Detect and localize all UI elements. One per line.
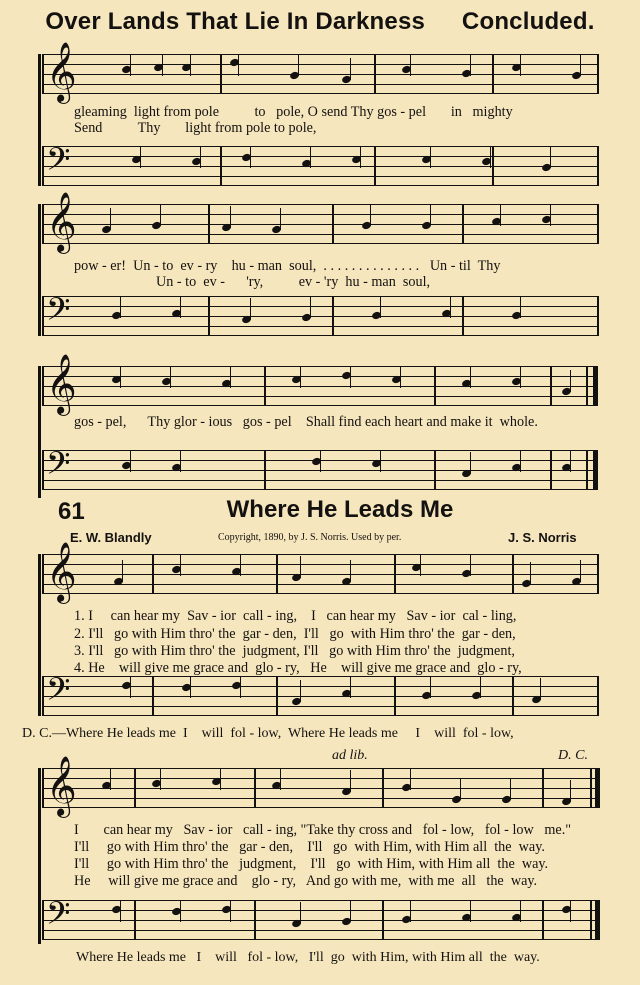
bass-clef-icon: 𝄢 (46, 895, 71, 939)
treble-staff (42, 354, 598, 414)
bar-line (394, 554, 396, 594)
bar-line (42, 768, 44, 808)
note-stem (470, 452, 471, 474)
note-stem (130, 676, 131, 698)
bar-line (586, 450, 588, 490)
note-stem (350, 366, 351, 388)
note-stem (430, 676, 431, 698)
note-stem (410, 54, 411, 76)
staff-line (42, 166, 598, 167)
bar-line (512, 676, 514, 716)
note-stem (430, 146, 431, 168)
bass-clef-icon: 𝄢 (46, 141, 71, 185)
bar-line (42, 146, 44, 186)
bar-line (597, 204, 599, 244)
bar-line (152, 676, 154, 716)
staff-line (42, 554, 598, 594)
bar-line (42, 900, 44, 940)
verse-line: I can hear my Sav - ior call - ing, "Take thy cross and fol - low, fol - low me." (74, 822, 572, 838)
bar-line (208, 296, 210, 336)
note-stem (360, 146, 361, 168)
dc-mark: D. C. (558, 748, 588, 763)
note-stem (180, 900, 181, 922)
system-brace (38, 204, 41, 336)
staff-line (42, 939, 598, 940)
bar-line (42, 204, 44, 244)
note-stem (580, 54, 581, 76)
lyric-line: Un - to ev - 'ry, ev - 'ry hu - man soul, (156, 274, 431, 290)
bar-line (382, 900, 384, 940)
note-stem (310, 146, 311, 168)
hymn-title-top (0, 8, 640, 36)
note-stem (430, 204, 431, 226)
note-stem (122, 560, 123, 582)
note-stem (120, 900, 121, 922)
note-stem (470, 554, 471, 576)
staff-line (42, 54, 598, 55)
lyric-line: gos - pel, Thy glor - ious gos - pel Shall find each heart and make it whole. (74, 414, 538, 430)
staff-line (42, 146, 598, 147)
bar-line (462, 296, 464, 336)
bar-line (593, 366, 598, 406)
verse-line: 3. I'll go with Him thro' the judgment, I'll go with Him thro' the judgment, (74, 643, 515, 659)
bass-staff (42, 445, 598, 490)
staff-line (42, 296, 598, 297)
treble-clef-icon: 𝄞 (46, 354, 77, 414)
note-stem (410, 768, 411, 790)
system-brace (38, 554, 41, 716)
staff-line (42, 584, 598, 585)
staff-line (42, 386, 598, 387)
note-stem (410, 900, 411, 922)
treble-clef-icon: 𝄞 (46, 756, 77, 816)
note-stem (570, 450, 571, 472)
staff-line (42, 234, 598, 235)
staff-line (42, 696, 598, 697)
bar-line (42, 450, 44, 490)
note-stem (162, 54, 163, 76)
note-stem (298, 54, 299, 76)
note-stem (350, 770, 351, 792)
verse-line: He will give me grace and glo - ry, And go with me, with me all the way. (74, 873, 538, 889)
bar-line (208, 204, 210, 244)
bar-line (593, 450, 598, 490)
bar-line (134, 900, 136, 940)
staff-line (42, 185, 598, 186)
bar-line (542, 768, 544, 808)
staff-line (42, 798, 598, 799)
note-stem (540, 678, 541, 700)
verse-line: 2. I'll go with Him thro' the gar - den, I'll go with Him thro' the gar - den, (74, 626, 516, 642)
note-stem (350, 900, 351, 922)
staff-line (42, 930, 598, 931)
note-stem (510, 778, 511, 800)
staff-line (42, 593, 598, 594)
staff-line (42, 788, 598, 789)
note-stem (520, 366, 521, 388)
staff-line (42, 176, 598, 177)
verse-line: I'll go with Him thro' the gar - den, I'll go with Him, with Him all the way. (74, 839, 545, 855)
bar-line (254, 900, 256, 940)
bar-line (595, 768, 600, 808)
note-stem (190, 54, 191, 76)
staff-line (42, 84, 598, 85)
bar-line (254, 768, 256, 808)
staff-line (42, 214, 598, 215)
note-stem (350, 560, 351, 582)
staff-line (42, 900, 598, 901)
staff-line (42, 715, 598, 716)
staff-line (42, 910, 598, 911)
hymn-number: 61 (58, 498, 85, 525)
bar-line (597, 296, 599, 336)
verse-line: 4. He will give me grace and glo - ry, He will give me grace and glo - ry, (74, 660, 522, 676)
note-stem (400, 366, 401, 388)
note-stem (380, 296, 381, 318)
bar-line (264, 450, 266, 490)
note-stem (520, 296, 521, 318)
dc-refrain-line: D. C.—Where He leads me I will fol - low, Where He leads me I will fol - low, (22, 726, 514, 741)
treble-staff (42, 542, 598, 602)
note-stem (500, 204, 501, 226)
composer-credit: J. S. Norris (508, 530, 577, 545)
staff-line (42, 366, 598, 367)
system-brace (38, 54, 41, 186)
note-stem (230, 366, 231, 388)
bass-clef-icon: 𝄢 (46, 671, 71, 715)
bar-line (597, 676, 599, 716)
note-stem (220, 768, 221, 790)
staff-line (42, 335, 598, 336)
bar-line (434, 366, 436, 406)
treble-staff (42, 756, 598, 816)
note-stem (450, 296, 451, 318)
bar-line (595, 900, 600, 940)
note-stem (460, 778, 461, 800)
note-stem (470, 900, 471, 922)
note-stem (240, 554, 241, 576)
bar-line (220, 146, 222, 186)
hymn-title: Over Lands That Lie In Darkness (45, 8, 426, 35)
treble-clef-icon: 𝄞 (46, 42, 77, 102)
staff-line (42, 204, 598, 244)
bass-clef-icon: 𝄢 (46, 291, 71, 335)
note-stem (300, 680, 301, 702)
staff-line (42, 93, 598, 94)
note-stem (120, 366, 121, 388)
note-stem (320, 450, 321, 472)
note-stem (280, 208, 281, 230)
bar-line (42, 676, 44, 716)
staff-line (42, 396, 598, 397)
bass-staff (42, 671, 598, 716)
bar-line (42, 296, 44, 336)
copyright-notice: Copyright, 1890, by J. S. Norris. Used by per. (218, 532, 402, 543)
note-stem (490, 146, 491, 168)
note-stem (140, 146, 141, 168)
treble-staff (42, 42, 598, 102)
staff-line (42, 706, 598, 707)
staff-line (42, 156, 598, 157)
note-stem (300, 366, 301, 388)
staff-line (42, 768, 598, 769)
staff-line (42, 74, 598, 75)
bar-line (597, 554, 599, 594)
note-stem (420, 554, 421, 576)
note-stem (180, 450, 181, 472)
note-stem (300, 902, 301, 924)
bar-line (394, 676, 396, 716)
note-stem (350, 58, 351, 80)
staff-line (42, 224, 598, 225)
bar-line (590, 768, 592, 808)
bar-line (220, 54, 222, 94)
staff-line (42, 778, 598, 779)
author-credit: E. W. Blandly (70, 530, 152, 545)
staff-line (42, 489, 598, 490)
note-stem (580, 560, 581, 582)
note-stem (570, 900, 571, 922)
note-stem (180, 554, 181, 576)
note-stem (130, 54, 131, 76)
staff-line (42, 405, 598, 406)
note-stem (550, 146, 551, 168)
bar-line (492, 146, 494, 186)
note-stem (170, 366, 171, 388)
note-stem (160, 768, 161, 790)
note-stem (530, 562, 531, 584)
bar-line (152, 554, 154, 594)
bar-line (374, 146, 376, 186)
bass-staff (42, 141, 598, 186)
treble-clef-icon: 𝄞 (46, 192, 77, 252)
bar-line (276, 554, 278, 594)
staff-line (42, 480, 598, 481)
note-stem (520, 900, 521, 922)
treble-staff (42, 192, 598, 252)
note-stem (130, 450, 131, 472)
note-stem (380, 450, 381, 472)
bar-line (134, 768, 136, 808)
bar-line (597, 146, 599, 186)
bar-line (276, 676, 278, 716)
note-stem (200, 146, 201, 168)
bar-line (264, 366, 266, 406)
note-stem (470, 366, 471, 388)
staff-line (42, 768, 598, 808)
staff-line (42, 564, 598, 565)
note-stem (250, 146, 251, 168)
bar-line (332, 204, 334, 244)
note-stem (250, 298, 251, 320)
note-stem (280, 768, 281, 790)
bar-line (550, 450, 552, 490)
final-refrain-line: Where He leads me I will fol - low, I'll go with Him, with Him all the way. (76, 950, 540, 965)
note-stem (550, 204, 551, 226)
note-stem (230, 206, 231, 228)
bar-line (434, 450, 436, 490)
lyric-line: pow - er! Un - to ev - ry hu - man soul, . . . . . . . . . . . . . . Un - til Thy (74, 258, 501, 274)
note-stem (160, 204, 161, 226)
staff-line (42, 54, 598, 94)
note-stem (110, 768, 111, 790)
treble-clef-icon: 𝄞 (46, 542, 77, 602)
staff-line (42, 807, 598, 808)
bar-line (462, 204, 464, 244)
bar-line (586, 366, 588, 406)
bass-staff (42, 291, 598, 336)
note-stem (570, 780, 571, 802)
bar-line (590, 900, 592, 940)
concluded-label: Concluded. (461, 8, 595, 35)
bar-line (550, 366, 552, 406)
note-stem (520, 54, 521, 76)
ad-lib-mark: ad lib. (332, 748, 368, 763)
note-stem (470, 54, 471, 76)
bar-line (42, 54, 44, 94)
lyric-line: Send Thy light from pole to pole, (74, 120, 317, 136)
system-brace (38, 366, 41, 498)
note-stem (190, 676, 191, 698)
staff-line (42, 306, 598, 307)
staff-line (42, 141, 598, 186)
staff-line (42, 366, 598, 406)
bar-line (492, 54, 494, 94)
note-stem (238, 54, 239, 76)
bar-line (374, 54, 376, 94)
note-stem (180, 296, 181, 318)
staff-line (42, 204, 598, 205)
note-stem (570, 370, 571, 392)
bass-staff (42, 895, 598, 940)
staff-line (42, 243, 598, 244)
note-stem (230, 900, 231, 922)
staff-line (42, 554, 598, 555)
verse-line: 1. I can hear my Sav - ior call - ing, I can hear my Sav - ior cal - ling, (74, 608, 517, 624)
bar-line (512, 554, 514, 594)
lyric-line: gleaming light from pole to pole, O send Thy gos - pel in mighty (74, 104, 513, 120)
bass-clef-icon: 𝄢 (46, 445, 71, 489)
verse-line: I'll go with Him thro' the judgment, I'll go with Him, with Him all the way. (74, 856, 549, 872)
note-stem (480, 676, 481, 698)
bar-line (542, 900, 544, 940)
note-stem (240, 676, 241, 698)
note-stem (350, 676, 351, 698)
bar-line (42, 366, 44, 406)
bar-line (332, 296, 334, 336)
staff-line (42, 574, 598, 575)
hymn-title: Where He Leads Me (226, 496, 454, 523)
system-brace (38, 768, 41, 944)
bar-line (42, 554, 44, 594)
note-stem (110, 208, 111, 230)
note-stem (310, 296, 311, 318)
note-stem (520, 450, 521, 472)
note-stem (120, 296, 121, 318)
note-stem (370, 204, 371, 226)
bar-line (382, 768, 384, 808)
staff-line (42, 676, 598, 677)
note-stem (300, 556, 301, 578)
bar-line (597, 54, 599, 94)
staff-line (42, 326, 598, 327)
